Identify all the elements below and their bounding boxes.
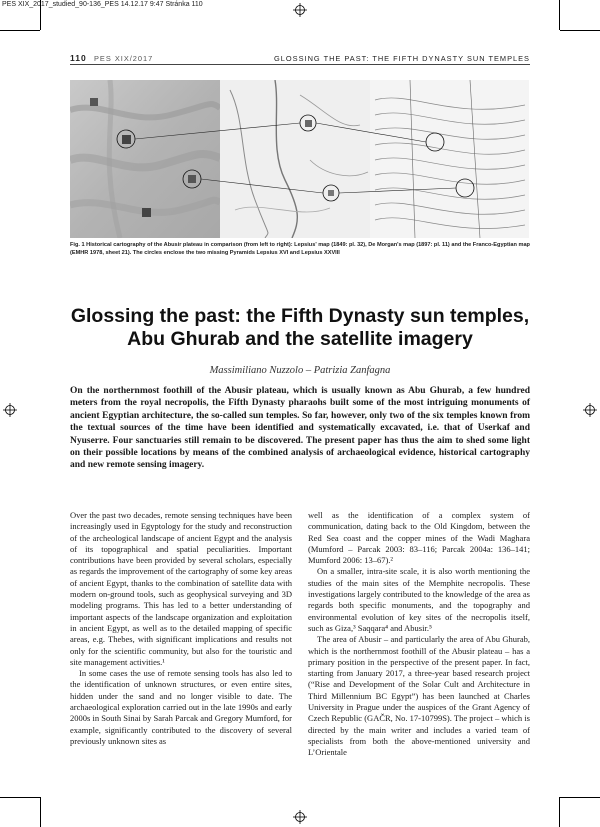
paragraph: In some cases the use of remote sensing tools has also led to the identification of unknown structures, or even entire sites, hidden under the sand and no longer visible to date. The archaeological exploration carried out in the late 1990s and early 2000s in South Sinai by Sarah Parcak and Gregory Mumford, for example, significantly contributed to the discovery of several previously unknown sites as (70, 668, 292, 746)
crop-mark (40, 797, 41, 827)
page-number: 110 (70, 53, 87, 63)
crop-mark (559, 0, 560, 30)
article-title: Glossing the past: the Fifth Dynasty sun temples, Abu Ghurab and the satellite imagery (70, 305, 530, 350)
paragraph: well as the identification of a complex system of communication, dating back to the Old Kingdom, between the Red Sea coast and the copper mines of the Wadi Maghara (Mumford – Parcak 2003: 83–116; Parcak 2004a: 136–141; Mumford 2006: 13–67).² (308, 510, 530, 566)
registration-mark-icon (583, 403, 597, 417)
crop-mark (560, 797, 600, 798)
body-column-right (308, 510, 530, 759)
body-column-left (70, 510, 292, 747)
crop-mark (559, 797, 560, 827)
de-morgan-map (220, 80, 370, 238)
paragraph: The area of Abusir – and particularly the area of Abu Ghurab, which is the northernmost foothill of the Abusir plateau – has a primary position in the perspective of the present paper. In fact, starting from January 2017, a three-year based research project (“Rise and Development of the Solar Cult and Architecture in Third Millennium BC Egypt”) has been launched at Charles University in Prague under the auspices of the Grant Agency of Czech Republic (GAČR, No. 17-10799S). The project – which is directed by the main writer and includes a varied team of specialists from both the above-mentioned university and L’Orientale (308, 634, 530, 758)
paragraph: On a smaller, intra-site scale, it is also worth mentioning the studies of the main sites of the Memphite necropolis. These investigations largely contributed to the knowledge of the area as regards both specific monuments, and the topography and environmental evolution of key sites of the necropolis itself, such as Giza,³ Saqqara⁴ and Abusir.⁵ (308, 566, 530, 633)
crop-mark (40, 0, 41, 30)
journal-issue: PES XIX/2017 (94, 54, 154, 63)
registration-mark-icon (3, 403, 17, 417)
crop-mark (560, 30, 600, 31)
registration-mark-icon (293, 810, 307, 824)
prepress-slug: PES XIX_2017_studied_90-136_PES 14.12.17 9:47 Stránka 110 (2, 1, 203, 8)
figure-historical-maps (70, 80, 529, 238)
running-title: GLOSSING THE PAST: THE FIFTH DYNASTY SUN TEMPLES (274, 54, 530, 63)
paragraph: Over the past two decades, remote sensing techniques have been increasingly used in Egyptology for the study and reconstruction of the archeological landscape of ancient Egypt and the analysis of its topographical and spatial peculiarities. Important contributions have been provided by several scholars, especially as regards the improvement of the cartography of some key areas of ancient Egypt, thanks to the combination of satellite data with modern on-ground tools, such as geophysical surveying and 3D modeling programs. This has led to a better understanding of important aspects of the landscape organization and exploitation in ancient Egypt, as well as to the detailed mapping of specific areas, e.g. Thebes, with significant implications and results not only for the scientific community, but also for the touristic and site management activities.¹ (70, 510, 292, 667)
franco-egyptian-map (370, 80, 529, 238)
crop-mark (0, 30, 40, 31)
abstract: On the northernmost foothill of the Abusir plateau, which is usually known as Abu Ghurab, a few hundred meters from the royal necropolis, the Fifth Dynasty pharaohs built some of the most intriguing monuments of ancient Egyptian architecture, the so-called sun temples. So far, however, only two of the six temples known from the textual sources of the time have been identified and systematically excavated, i.e. that of Userkaf and Nyuserre. Four sanctuaries still remain to be discovered. The present paper has thus the aim to shed some light on their possible locations by means of the combined analysis of archaeological evidence, historical cartography and new remote sensing imagery. (70, 386, 530, 471)
registration-mark-icon (293, 3, 307, 17)
figure-caption: Fig. 1 Historical cartography of the Abusir plateau in comparison (from left to right): Lepsius' map (1849: pl. 32), De Morgan's map (1897: pl. 11) and the Franco-Egyptian map (EMHR 1978, sheet 21). The circles enclose the two missing Pyramids Lepsius XVI and Lepsius XXVIII (70, 242, 530, 257)
crop-mark (0, 797, 40, 798)
running-head (70, 52, 530, 65)
article-authors: Massimiliano Nuzzolo – Patrizia Zanfagna (209, 365, 391, 376)
lepsius-map (70, 80, 220, 238)
